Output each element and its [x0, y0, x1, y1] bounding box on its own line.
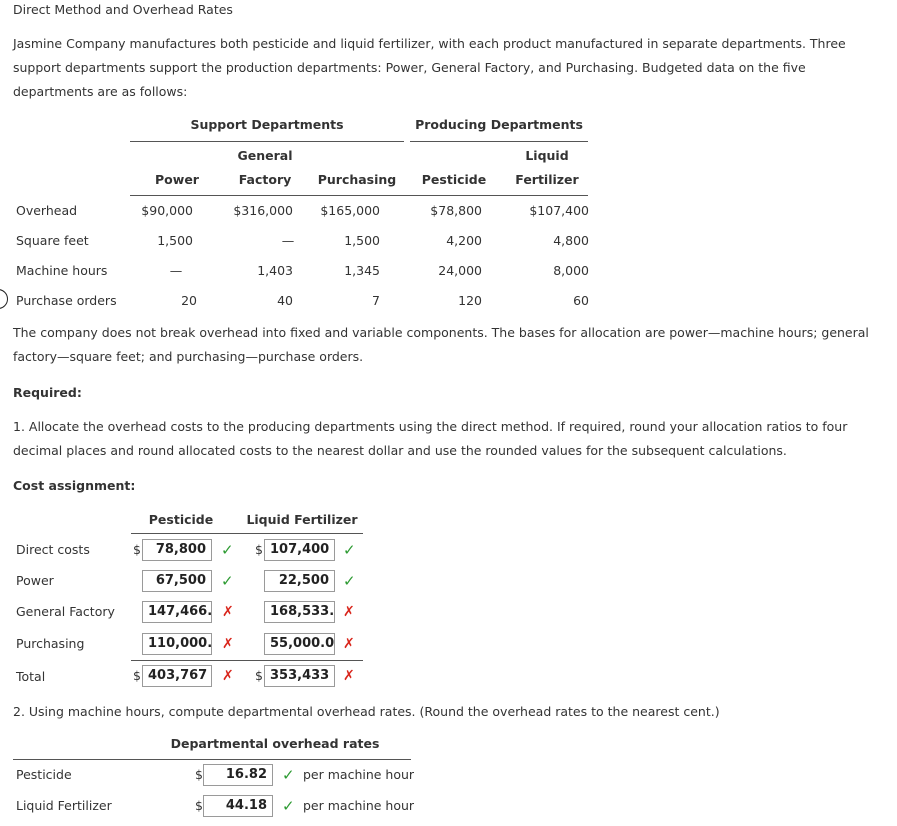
col-general-factory-line2: Factory: [238, 172, 292, 187]
cross-icon: ✗: [222, 636, 234, 652]
check-icon: ✓: [221, 572, 234, 590]
support-header-rule: [130, 141, 404, 142]
rate-unit: per machine hour: [303, 767, 415, 782]
required-label: Required:: [13, 385, 82, 400]
pesticide-rate-input[interactable]: 16.82: [203, 764, 273, 786]
cost-row-label: General Factory: [16, 604, 115, 619]
cell-purchase-orders-general-factory: 40: [277, 293, 293, 308]
cell-overhead-pesticide: $78,800: [430, 203, 482, 218]
cell-overhead-power: $90,000: [141, 203, 193, 218]
cost-row-label: Total: [16, 669, 46, 684]
pesticide-purchasing-input[interactable]: 110,000.: [142, 633, 212, 655]
question-1: 1. Allocate the overhead costs to the producing departments using the direct method. If required, round your allocation ratios to four decimal places and round allocated costs to the nearest dollar and use the rounded values for the subsequent calculations.: [13, 419, 848, 458]
col-pesticide: Pesticide: [421, 172, 487, 187]
currency-symbol: $: [133, 668, 141, 683]
overhead-rates-heading: Departmental overhead rates: [170, 736, 380, 751]
liquid-direct-costs-input[interactable]: 107,400: [264, 539, 335, 561]
cell-square-feet-pesticide: 4,200: [446, 233, 482, 248]
cell-overhead-general-factory: $316,000: [233, 203, 293, 218]
total-rule: [131, 660, 363, 661]
check-icon: ✓: [343, 541, 356, 559]
cost-header-rule: [131, 533, 363, 534]
pesticide-total-input[interactable]: 403,767: [142, 665, 212, 687]
scroll-marker-icon: [0, 289, 8, 309]
intro-paragraph: Jasmine Company manufactures both pesticide and liquid fertilizer, with each product manufactured in separate departments. Three support departments support the production departments: Power, General Factory, and Purchasing. Budgeted data on the five departments are as follows:: [13, 36, 846, 99]
liquid-power-input[interactable]: 22,500: [264, 570, 335, 592]
cell-machine-hours-liquid-fertilizer: 8,000: [553, 263, 589, 278]
cost-col-liquid-fertilizer: Liquid Fertilizer: [246, 512, 358, 527]
cross-icon: ✗: [343, 604, 355, 620]
col-liquid-fertilizer-line2: Fertilizer: [515, 172, 579, 187]
cell-overhead-liquid-fertilizer: $107,400: [529, 203, 589, 218]
currency-symbol: $: [255, 542, 263, 557]
cost-assignment-heading: Cost assignment:: [13, 478, 136, 493]
row-label-square-feet: Square feet: [16, 233, 89, 248]
cell-square-feet-general-factory: —: [281, 233, 295, 248]
cross-icon: ✗: [343, 668, 355, 684]
currency-symbol: $: [195, 767, 203, 782]
cell-purchase-orders-liquid-fertilizer: 60: [573, 293, 589, 308]
cross-icon: ✗: [343, 636, 355, 652]
cell-machine-hours-purchasing: 1,345: [344, 263, 380, 278]
rate-unit: per machine hour: [303, 798, 415, 813]
currency-symbol: $: [195, 798, 203, 813]
liquid-general-factory-input[interactable]: 168,533.: [264, 601, 335, 623]
row-label-machine-hours: Machine hours: [16, 263, 108, 278]
check-icon: ✓: [343, 572, 356, 590]
cell-overhead-purchasing: $165,000: [320, 203, 380, 218]
col-general-factory-line1: General: [237, 148, 293, 163]
row-label-overhead: Overhead: [16, 203, 78, 218]
support-departments-header: Support Departments: [190, 117, 344, 132]
col-power: Power: [155, 172, 199, 187]
check-icon: ✓: [282, 766, 295, 784]
cell-square-feet-power: 1,500: [157, 233, 193, 248]
currency-symbol: $: [133, 542, 141, 557]
overhead-rates-rule: [13, 759, 411, 760]
col-purchasing: Purchasing: [317, 172, 397, 187]
cell-machine-hours-pesticide: 24,000: [438, 263, 482, 278]
page-title: Direct Method and Overhead Rates: [13, 2, 233, 17]
cost-row-label: Direct costs: [16, 542, 90, 557]
cell-purchase-orders-purchasing: 7: [372, 293, 380, 308]
row-label-purchase-orders: Purchase orders: [16, 293, 117, 308]
cost-row-label: Power: [16, 573, 54, 588]
cost-row-label: Purchasing: [16, 636, 85, 651]
check-icon: ✓: [221, 541, 234, 559]
pesticide-direct-costs-input[interactable]: 78,800: [142, 539, 212, 561]
cross-icon: ✗: [222, 668, 234, 684]
cost-col-pesticide: Pesticide: [148, 512, 214, 527]
question-2: 2. Using machine hours, compute departmental overhead rates. (Round the overhead rates to the nearest cent.): [13, 704, 720, 719]
column-header-rule: [130, 195, 588, 196]
pesticide-power-input[interactable]: 67,500: [142, 570, 212, 592]
producing-header-rule: [410, 141, 588, 142]
producing-departments-header: Producing Departments: [415, 117, 583, 132]
cell-purchase-orders-power: 20: [181, 293, 197, 308]
cell-square-feet-purchasing: 1,500: [344, 233, 380, 248]
allocation-note: The company does not break overhead into fixed and variable components. The bases for allocation are power—machine hours; general factory—square feet; and purchasing—purchase orders.: [13, 325, 869, 364]
liquid-total-input[interactable]: 353,433: [264, 665, 335, 687]
cell-machine-hours-power: —: [169, 263, 183, 278]
cell-purchase-orders-pesticide: 120: [458, 293, 482, 308]
liquid-purchasing-input[interactable]: 55,000.0: [264, 633, 335, 655]
cell-machine-hours-general-factory: 1,403: [257, 263, 293, 278]
rate-row-label: Liquid Fertilizer: [16, 798, 112, 813]
cross-icon: ✗: [222, 604, 234, 620]
cell-square-feet-liquid-fertilizer: 4,800: [553, 233, 589, 248]
check-icon: ✓: [282, 797, 295, 815]
liquid-fertilizer-rate-input[interactable]: 44.18: [203, 795, 273, 817]
rate-row-label: Pesticide: [16, 767, 72, 782]
pesticide-general-factory-input[interactable]: 147,466.: [142, 601, 212, 623]
currency-symbol: $: [255, 668, 263, 683]
col-liquid-fertilizer-line1: Liquid: [525, 148, 569, 163]
